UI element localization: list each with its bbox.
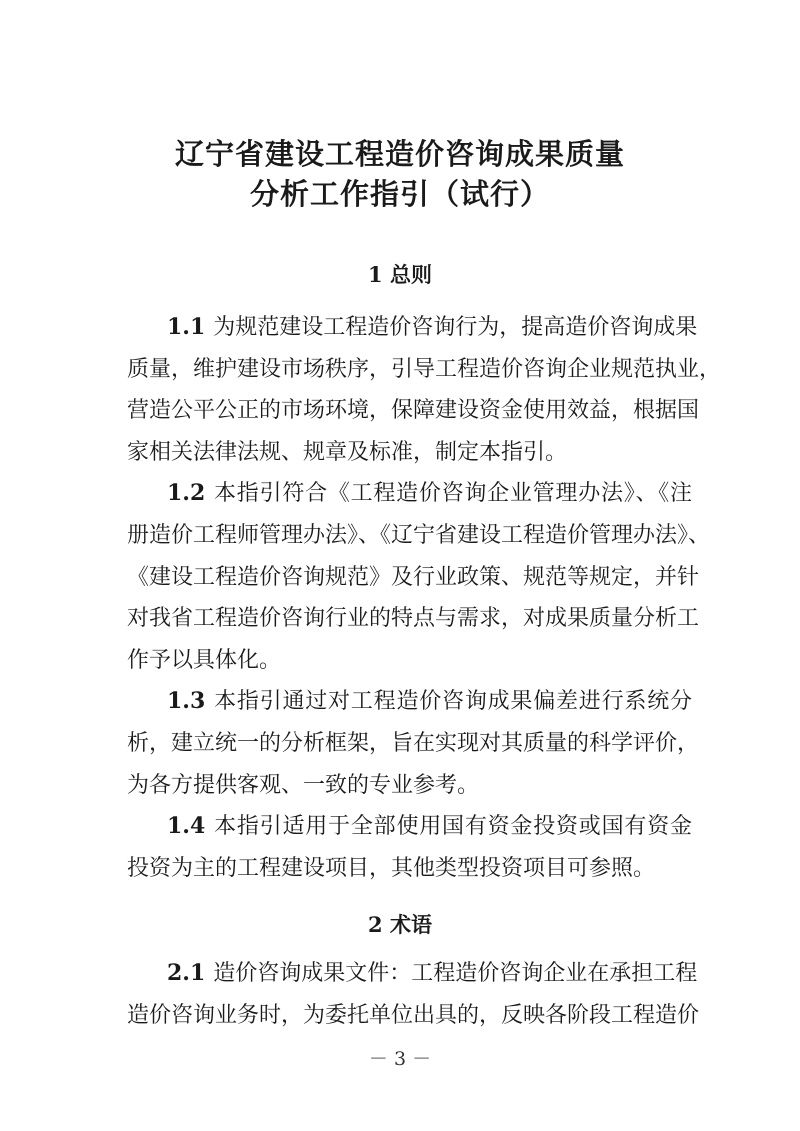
section-body-general — [127, 307, 722, 889]
paragraph-1-3 — [127, 681, 700, 806]
line-text: 造价咨询业务时，为委托单位出具的，反映各阶段工程造价 — [127, 1002, 700, 1028]
line-text: 册造价工程师管理办法》、《辽宁省建设工程造价管理办法》、 — [127, 522, 711, 548]
clause-number: 1.4 — [167, 813, 206, 840]
line-text: 营造公平公正的市场环境，保障建设资金使用效益，根据国 — [127, 398, 700, 424]
paragraph-line — [127, 723, 700, 765]
line-text: 投资为主的工程建设项目，其他类型投资项目可参照。 — [127, 855, 656, 881]
section-heading-general: 1 总则 — [368, 262, 432, 287]
line-text: 家相关法律法规、规章及标准，制定本指引。 — [127, 439, 568, 465]
page-number: － 3 － — [368, 1048, 432, 1070]
section-body-terms — [127, 953, 700, 1036]
line-text: 质量，维护建设市场秩序，引导工程造价咨询企业规范执业， — [127, 356, 722, 382]
line-text: 本指引符合《工程造价咨询企业管理办法》、《注 — [213, 481, 692, 507]
paragraph-line — [127, 473, 692, 515]
paragraph-line — [127, 598, 700, 640]
clause-number: 1.3 — [167, 688, 206, 715]
paragraph-line — [127, 848, 692, 890]
paragraph-line — [127, 349, 722, 391]
clause-number: 2.1 — [167, 960, 206, 986]
paragraph-line — [127, 557, 700, 599]
paragraph-line — [127, 765, 692, 807]
line-text: 析，建立统一的分析框架，旨在实现对其质量的科学评价， — [127, 730, 700, 756]
paragraph-line — [127, 515, 711, 557]
paragraph-line — [127, 432, 692, 474]
line-text: 为规范建设工程造价咨询行为，提高造价咨询成果 — [213, 315, 698, 340]
line-text: 造价咨询成果文件：工程造价咨询企业在承担工程 — [213, 961, 698, 986]
line-text: 作予以具体化。 — [127, 647, 282, 673]
paragraph-line — [127, 390, 700, 432]
paragraph-2-1 — [127, 953, 700, 1036]
paragraph-1-2 — [127, 473, 711, 681]
clause-number: 1.2 — [167, 480, 206, 507]
paragraph-line — [127, 640, 692, 682]
paragraph-line — [127, 806, 692, 848]
document-title-line-1: 辽宁省建设工程造价咨询成果质量 — [174, 137, 625, 171]
line-text: 《建设工程造价咨询规范》及行业政策、规范等规定，并针 — [127, 564, 700, 590]
line-text: 为各方提供客观、一致的专业参考。 — [127, 772, 480, 798]
paragraph-line — [127, 307, 698, 349]
paragraph-line — [127, 953, 698, 995]
line-text: 对我省工程造价咨询行业的特点与需求，对成果质量分析工 — [127, 606, 700, 632]
paragraph-1-4 — [127, 806, 692, 889]
clause-number: 1.1 — [167, 314, 206, 340]
line-text: 本指引通过对工程造价咨询成果偏差进行系统分 — [213, 689, 692, 715]
section-heading-terms: 2 术语 — [368, 912, 432, 937]
paragraph-line — [127, 681, 692, 723]
line-text: 本指引适用于全部使用国有资金投资或国有资金 — [213, 814, 692, 840]
paragraph-line — [127, 995, 700, 1037]
document-title-line-2: 分析工作指引（试行） — [249, 177, 550, 211]
paragraph-1-1 — [127, 307, 722, 473]
